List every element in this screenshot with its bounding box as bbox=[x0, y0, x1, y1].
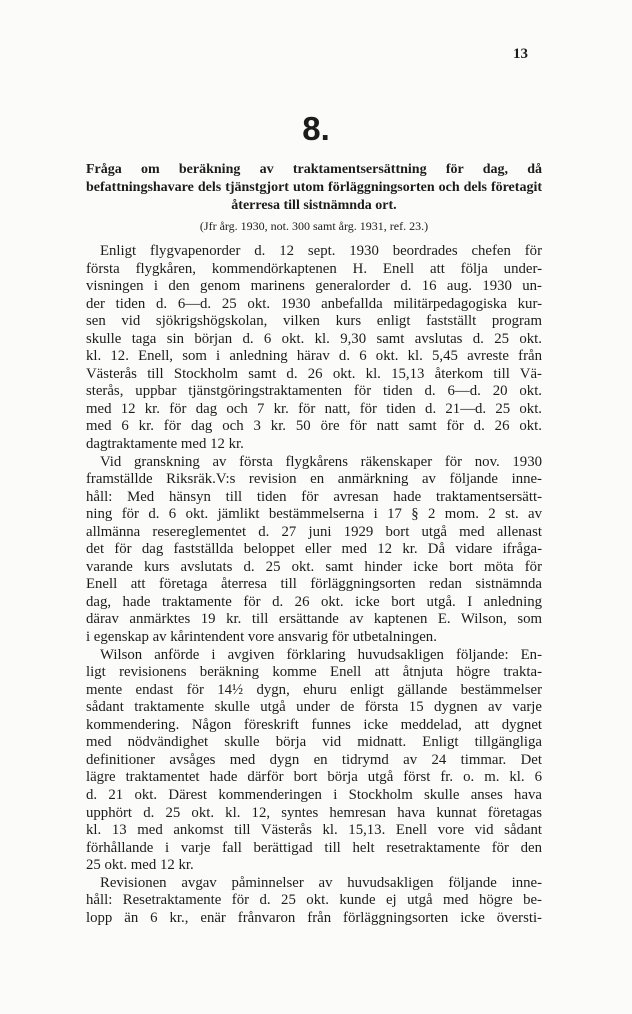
section-number: 8. bbox=[302, 110, 330, 147]
text-line: 25 okt. med 12 kr. bbox=[86, 857, 194, 874]
text-line: Revisionen avgav påminnelser av huvudsakligen följande inne- bbox=[100, 874, 542, 891]
paragraph bbox=[86, 243, 542, 454]
text-line: framställde Riksräk.V:s revision en anmärkning av följande inne- bbox=[86, 471, 542, 488]
text-line: lopp än 6 kr., enär frånvaron från förläggningsorten icke översti- bbox=[86, 909, 542, 926]
section-title: Fråga om beräkning av traktamentsersättning för dag, då befattningshavare dels tjänstgjort utom förläggningsorten och dels företagit återresa till sistnämnda ort. bbox=[86, 162, 542, 213]
text-line: kl. 13 med ankomst till Västerås kl. 15,13. Enell vore vid sådant bbox=[86, 822, 542, 839]
text-line: Västerås till Stockholm samt d. 26 okt. kl. 15,13 återkom till Vä- bbox=[86, 365, 542, 382]
text-line: håll: Med hänsyn till tiden för avresan hade traktamentsersätt- bbox=[86, 488, 542, 505]
paragraph bbox=[86, 875, 542, 928]
text-line: håll: Resetraktamente för d. 25 okt. kunde ej utgå med högre be- bbox=[86, 892, 542, 909]
body-text bbox=[86, 243, 542, 927]
text-line: Wilson anförde i avgiven förklaring huvudsakligen följande: En- bbox=[100, 646, 542, 663]
text-line: med 6 kr. för dag och 3 kr. 50 öre för natt samt för d. 26 okt. bbox=[86, 418, 542, 435]
text-line: d. 21 okt. Därest kommenderingen i Stockholm skulle anses hava bbox=[86, 786, 542, 803]
text-line: med nödvändighet skulle börja vid midnatt. Enligt tillgängliga bbox=[86, 734, 542, 751]
text-line: upphört d. 25 okt. kl. 12, syntes hemresan hava kunnat företagas bbox=[86, 804, 542, 821]
text-line: kommendering. Någon föreskrift funnes icke meddelad, att dygnet bbox=[86, 716, 542, 733]
page-number: 13 bbox=[513, 46, 528, 62]
text-line: kl. 12. Enell, som i anledning härav d. 6 okt. kl. 5,45 avreste från bbox=[86, 348, 542, 365]
text-line: lägre traktamentet hade därför bort börja utgå först fr. o. m. kl. 6 bbox=[86, 769, 542, 786]
text-line: sen vid sjökrigshögskolan, vilken kurs enligt fastställt program bbox=[86, 313, 542, 330]
text-line: Vid granskning av första flygkårens räkenskaper för nov. 1930 bbox=[100, 453, 542, 470]
text-line: varande kurs avslutats d. 25 okt. samt hinder icke bort möta för bbox=[86, 558, 542, 575]
reference-note: (Jfr årg. 1930, not. 300 samt årg. 1931, ref. 23.) bbox=[199, 219, 429, 233]
text-line: i egenskap av kårintendent vore ansvarig för utbetalningen. bbox=[86, 629, 437, 646]
text-line: dag, hade traktamente för d. 26 okt. icke bort utgå. I anledning bbox=[86, 593, 542, 610]
text-line: ligt revisionens beräkning komme Enell att åtnjuta högre trakta- bbox=[86, 664, 542, 681]
text-line: visningen i den genom marinens generalorder d. 16 aug. 1930 un- bbox=[86, 278, 542, 295]
text-line: med 12 kr. för dag och 7 kr. för natt, för tiden d. 21—d. 25 okt. bbox=[86, 400, 542, 417]
paragraph bbox=[86, 454, 542, 647]
text-line: skulle taga sin början d. 6 okt. kl. 9,30 samt avslutas d. 25 okt. bbox=[86, 330, 542, 347]
text-line: mente endast för 14½ dygn, ehuru enligt gällande bestämmelser bbox=[86, 681, 542, 698]
text-line: första flygkåren, kommendörkaptenen H. Enell att följa under- bbox=[86, 260, 542, 277]
text-line: allmänna resereglementet d. 27 juni 1929 bort utgå med allenast bbox=[86, 523, 542, 540]
text-line: förhållande i varje fall berättigad till helt resetraktamente för den bbox=[86, 839, 542, 856]
text-line: Enell att företaga återresa till förläggningsorten redan sistnämnda bbox=[86, 576, 542, 593]
text-line: definitioner avsåges med dygn en tidrymd av 24 timmar. Det bbox=[86, 751, 542, 768]
text-line: Enligt flygvapenorder d. 12 sept. 1930 beordrades chefen för bbox=[100, 243, 542, 259]
text-line: dagtraktamente med 12 kr. bbox=[86, 436, 244, 453]
paragraph bbox=[86, 647, 542, 875]
text-line: det för dag fastställda beloppet eller med 12 kr. Då vidare ifråga- bbox=[86, 541, 542, 558]
text-line: der tiden d. 6—d. 25 okt. 1930 anbefallda militärpedagogiska kur- bbox=[86, 295, 542, 312]
text-line: därav anmärktes 19 kr. till ersättande av kaptenen E. Wilson, som bbox=[86, 611, 542, 628]
text-line: ning för d. 6 okt. jämlikt bestämmelserna i 17 § 2 mom. 2 st. av bbox=[86, 506, 542, 523]
text-line: sterås, uppbar tjänstgöringstraktamenten för tiden d. 6—d. 20 okt. bbox=[86, 383, 542, 400]
text-line: sådant traktamente skulle utgå under de första 15 dygnen av varje bbox=[86, 699, 542, 716]
